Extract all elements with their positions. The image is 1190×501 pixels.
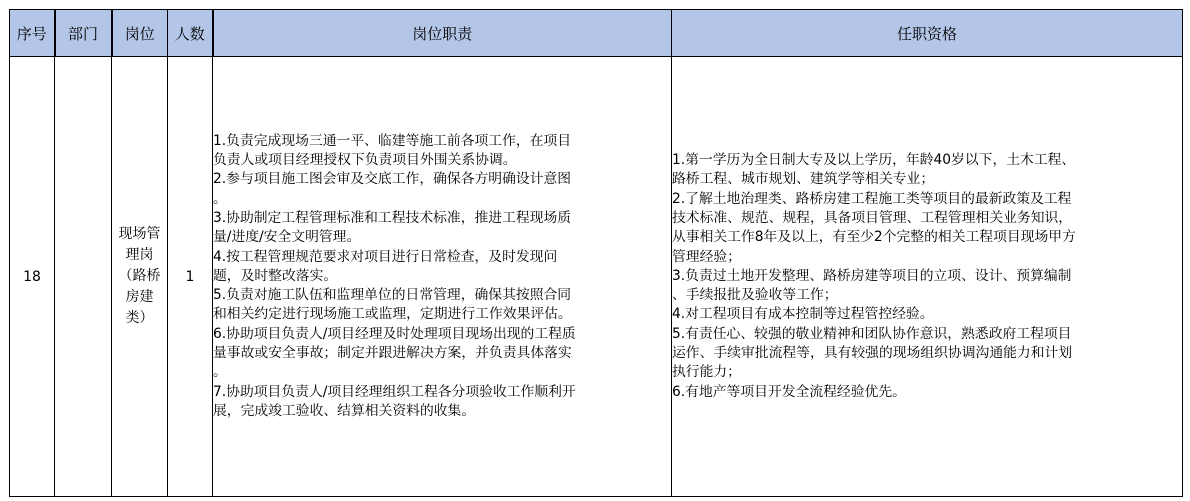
requirements-line: 2.了解土地治理类、路桥房建工程施工类等项目的最新政策及工程 — [672, 190, 1072, 207]
requirements-line: 、手续报批及验收等工作； — [672, 287, 838, 304]
requirements-line: 路桥工程、城市规划、建筑学等相关专业； — [672, 171, 935, 188]
table-header — [10, 10, 1183, 57]
requirements-line: 技术标准、规范、规程，具备项目管理、工程管理相关业务知识， — [672, 209, 1073, 226]
requirements-line: 从事相关工作8年及以上，有至少2个完整的相关工程项目现场甲方 — [672, 229, 1076, 246]
header-requirements: 任职资格 — [672, 10, 1183, 57]
header-count: 人数 — [168, 10, 213, 57]
position-line: 房建 — [125, 289, 154, 305]
cell-dept — [55, 57, 112, 497]
duties-line: 1.负责完成现场三通一平、临建等施工前各项工作，在项目 — [213, 132, 572, 149]
header-position: 岗位 — [112, 10, 168, 57]
duties-line: 。 — [213, 190, 227, 207]
position-line: 现场管 — [118, 226, 161, 242]
requirements-line: 6.有地产等项目开发全流程经验优先。 — [672, 383, 906, 400]
requirements-line: 执行能力； — [672, 364, 741, 381]
requirements-line: 3.负责过土地开发整理、路桥房建等项目的立项、设计、预算编制 — [672, 267, 1072, 284]
header-duties: 岗位职责 — [213, 10, 672, 57]
duties-line: 7.协助项目负责人/项目经理组织工程各分项验收工作顺利开 — [213, 383, 576, 400]
requirements-line: 运作、手续审批流程等，具有较强的现场组织协调沟通能力和计划 — [672, 345, 1073, 362]
duties-line: 展，完成竣工验收、结算相关资料的收集。 — [213, 402, 476, 419]
header-seq: 序号 — [10, 10, 55, 57]
cell-duties — [213, 57, 672, 497]
requirements-line: 4.对工程项目有成本控制等过程管控经验。 — [672, 306, 934, 323]
requirements-line: 管理经验； — [672, 248, 741, 265]
duties-line: 2.参与项目施工图会审及交底工作，确保各方明确设计意图 — [213, 171, 572, 188]
duties-line: 4.按工程管理规范要求对项目进行日常检查，及时发现问 — [213, 248, 558, 265]
table-row — [10, 57, 1183, 497]
job-table — [9, 9, 1183, 497]
duties-line: 6.协助项目负责人/项目经理及时处理项目现场出现的工程质 — [213, 325, 576, 342]
cell-requirements — [672, 57, 1183, 497]
table-body — [10, 57, 1183, 497]
duties-line: 。 — [213, 364, 227, 381]
cell-seq: 18 — [10, 57, 55, 497]
header-row — [10, 10, 1183, 57]
cell-position — [112, 57, 168, 497]
position-line: 类） — [125, 310, 154, 326]
position-line: 理岗 — [125, 247, 154, 263]
duties-line: 量事故或安全事故；制定并跟进解决方案，并负责具体落实 — [213, 345, 572, 362]
duties-line: 和相关约定进行现场施工或监理，定期进行工作效果评估。 — [213, 306, 572, 323]
cell-count: 1 — [168, 57, 213, 497]
requirements-line: 1.第一学历为全日制大专及以上学历，年龄40岁以下，土木工程、 — [672, 152, 1076, 169]
duties-line: 题，及时整改落实。 — [213, 267, 338, 284]
duties-line: 3.协助制定工程管理标准和工程技术标准，推进工程现场质 — [213, 209, 572, 226]
duties-line: 5.负责对施工队伍和监理单位的日常管理，确保其按照合同 — [213, 287, 572, 304]
duties-line: 量/进度/安全文明管理。 — [213, 229, 361, 246]
position-line: （路桥 — [118, 268, 161, 284]
duties-line: 负责人或项目经理授权下负责项目外围关系协调。 — [213, 152, 517, 169]
header-dept: 部门 — [55, 10, 112, 57]
requirements-line: 5.有责任心、较强的敬业精神和团队协作意识，熟悉政府工程项目 — [672, 325, 1072, 342]
